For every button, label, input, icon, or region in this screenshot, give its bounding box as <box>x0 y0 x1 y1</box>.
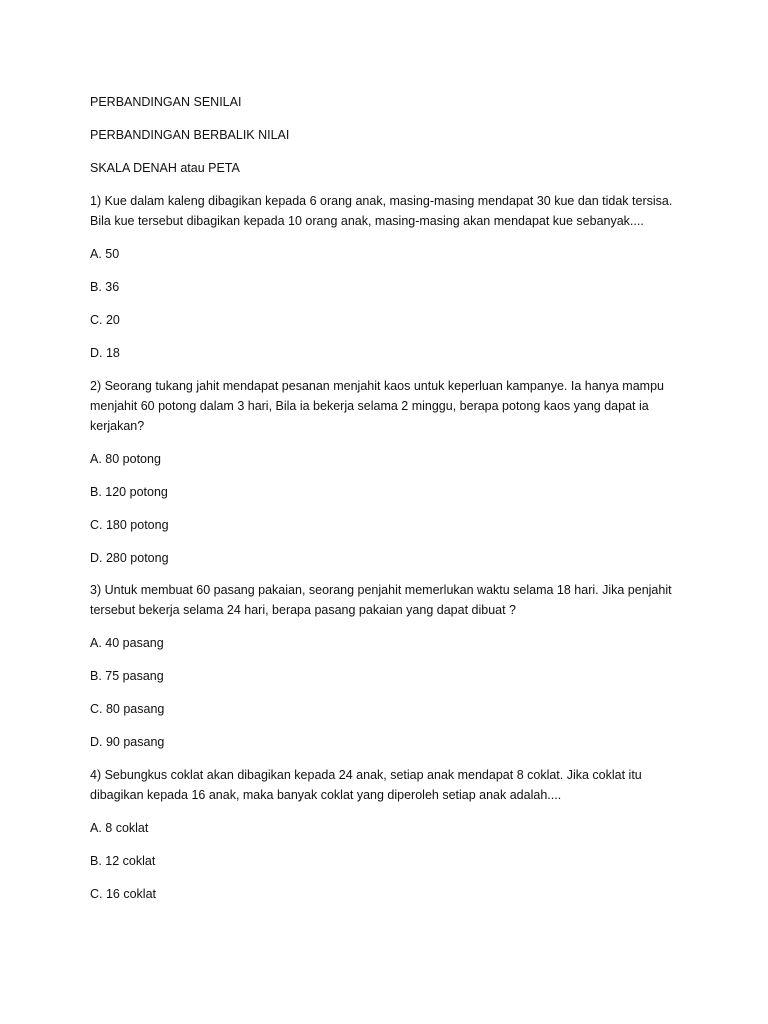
question-3-option-a: A. 40 pasang <box>90 636 164 650</box>
question-3-option-c: C. 80 pasang <box>90 702 165 716</box>
question-2-line-2: menjahit 60 potong dalam 3 hari, Bila ia bekerja selama 2 minggu, berapa potong kaos yang dapat ia <box>90 399 649 413</box>
question-1-option-c: C. 20 <box>90 313 120 327</box>
question-1-option-b: B. 36 <box>90 280 120 294</box>
heading-perbandingan-berbalik-nilai: PERBANDINGAN BERBALIK NILAI <box>90 128 290 142</box>
heading-perbandingan-senilai: PERBANDINGAN SENILAI <box>90 95 242 109</box>
question-2-option-a: A. 80 potong <box>90 452 161 466</box>
question-4-line-2: dibagikan kepada 16 anak, maka banyak coklat yang diperoleh setiap anak adalah.... <box>90 788 562 802</box>
question-4-option-c: C. 16 coklat <box>90 887 157 901</box>
document-page <box>90 0 690 1024</box>
question-3-option-b: B. 75 pasang <box>90 669 164 683</box>
question-1-line-1: 1) Kue dalam kaleng dibagikan kepada 6 orang anak, masing-masing mendapat 30 kue dan tidak tersisa. <box>90 194 673 208</box>
question-4-option-b: B. 12 coklat <box>90 854 156 868</box>
question-2-option-c: C. 180 potong <box>90 518 169 532</box>
question-1-option-d: D. 18 <box>90 346 120 360</box>
question-4-option-a: A. 8 coklat <box>90 821 149 835</box>
question-2-option-b: B. 120 potong <box>90 485 168 499</box>
question-3-line-2: tersebut bekerja selama 24 hari, berapa pasang pakaian yang dapat dibuat ? <box>90 603 516 617</box>
question-1-option-a: A. 50 <box>90 247 120 261</box>
question-2-line-1: 2) Seorang tukang jahit mendapat pesanan menjahit kaos untuk keperluan kampanye. Ia hanya mampu <box>90 379 664 393</box>
question-4-line-1: 4) Sebungkus coklat akan dibagikan kepada 24 anak, setiap anak mendapat 8 coklat. Jika coklat itu <box>90 768 642 782</box>
heading-skala-denah: SKALA DENAH atau PETA <box>90 161 240 175</box>
question-2-line-3: kerjakan? <box>90 419 145 433</box>
question-3-option-d: D. 90 pasang <box>90 735 165 749</box>
question-3-line-1: 3) Untuk membuat 60 pasang pakaian, seorang penjahit memerlukan waktu selama 18 hari. Jika penjahit <box>90 583 672 597</box>
question-2-option-d: D. 280 potong <box>90 551 169 565</box>
question-1-line-2: Bila kue tersebut dibagikan kepada 10 orang anak, masing-masing akan mendapat kue sebanyak.... <box>90 214 644 228</box>
